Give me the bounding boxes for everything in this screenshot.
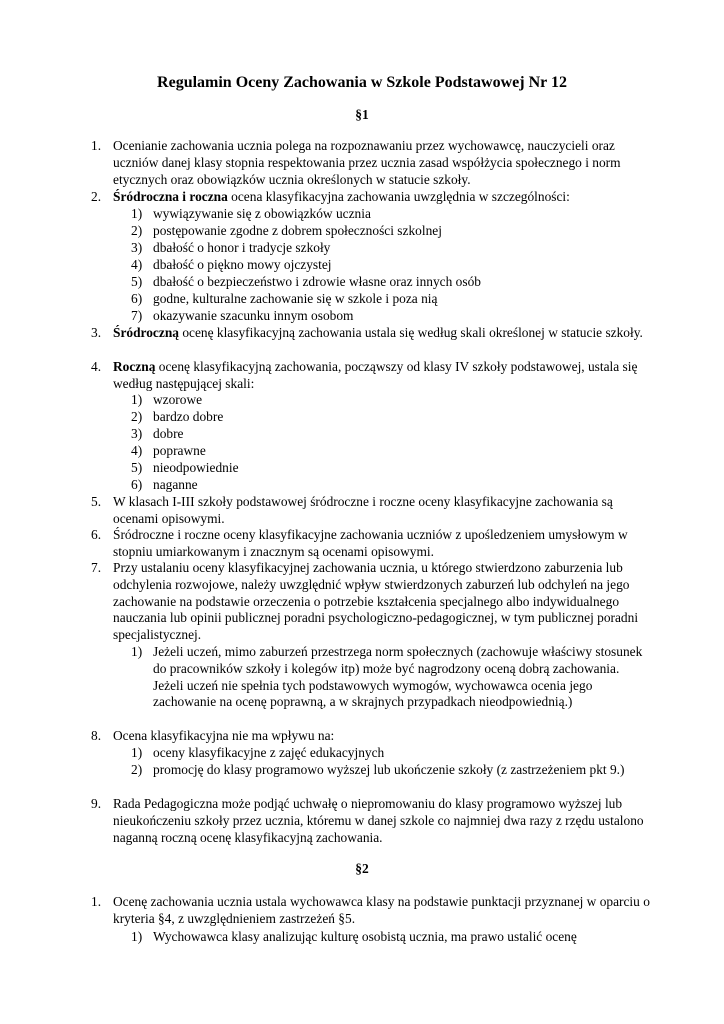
sub-item: 2) postępowanie zgodne z dobrem społeczności szkolnej [131, 223, 442, 238]
sub-item: 1) Wychowawca klasy analizując kulturę osobistą ucznia, ma prawo ustalić ocenę [131, 929, 577, 944]
sub-item: 2) promocję do klasy programowo wyższej lub ukończenie szkoły (z zastrzeżeniem pkt 9.) [131, 762, 625, 777]
sub-item: 4) poprawne [131, 443, 206, 458]
sub-item: 3) dbałość o honor i tradycje szkoły [131, 240, 331, 255]
sub-item: 6) naganne [131, 477, 198, 492]
list-item-7: 7. Przy ustalaniu oceny klasyfikacyjnej zachowania ucznia, u którego stwierdzono zaburzenia lub odchylenia rozwojowe, należy uwzględnić wpływ stwierdzonych zaburzeń lub odchyleń na jego zachowanie na podstawie orzeczenia o potrzebie kształcenia specjalnego albo indywidualnego nauczania lub opinii publicznej poradni psychologiczno-pedagogicznej, w tym publicznej poradni specjalistycznej. [91, 560, 639, 643]
sub-item: 5) nieodpowiednie [131, 460, 239, 475]
item-text: Ocenianie zachowania ucznia polega na rozpoznawaniu przez wychowawcę, nauczycieli oraz uczniów danej klasy stopnia respektowania przez ucznia zasad współżycia społecznego i norm etycznych oraz obowiązków ucznia określonych w statucie szkoły. [113, 138, 621, 187]
list-item-3: 3. Śródroczną ocenę klasyfikacyjną zachowania ustala się według skali określonej w statucie szkoły. [91, 325, 643, 340]
list-item-6: 6. Śródroczne i roczne oceny klasyfikacyjne zachowania uczniów z upośledzeniem umysłowym w stopniu umiarkowanym i znacznym są ocenami opisowymi. [91, 527, 628, 559]
list-item-2 [91, 189, 653, 206]
document-title: Regulamin Oceny Zachowania w Szkole Podstawowej Nr 12 [157, 74, 567, 91]
item-text: ocenę klasyfikacyjną zachowania ustala się według skali określonej w statucie szkoły. [178, 325, 643, 340]
section-heading-2: §2 [355, 861, 369, 876]
item-text: ocenę klasyfikacyjną zachowania, począwszy od klasy IV szkoły podstawowej, ustala się według następującej skali: [113, 359, 638, 391]
list-item-8: 8. Ocena klasyfikacyjna nie ma wpływu na: [91, 728, 335, 743]
list-item-s2-1: 1. Ocenę zachowania ucznia ustala wychowawca klasy na podstawie punktacji przyznanej w oparciu o kryteria §4, z uwzględnieniem zastrzeżeń §5. [91, 894, 650, 926]
sub-item: 5) dbałość o bezpieczeństwo i zdrowie własne oraz innych osób [131, 274, 481, 289]
list-item-4: 4. Roczną ocenę klasyfikacyjną zachowania, począwszy od klasy IV szkoły podstawowej, ustala się według następującej skali: [91, 359, 638, 391]
sub-item: 4) dbałość o piękno mowy ojczystej [131, 257, 332, 272]
sub-item: 1) wzorowe [131, 392, 203, 407]
sub-item: 1) wywiązywanie się z obowiązków ucznia [131, 206, 371, 221]
sub-item: 3) dobre [131, 426, 184, 441]
sub-item: 1) oceny klasyfikacyjne z zajęć edukacyjnych [131, 745, 385, 760]
item-text: ocena klasyfikacyjna zachowania uwzględnia w szczególności: [227, 189, 570, 204]
list-item-9: 9. Rada Pedagogiczna może podjąć uchwałę o niepromowaniu do klasy programowo wyższej lub nieukończeniu szkoły przez ucznia, któremu w danej szkole co najmniej dwa razy z rzędu ustalono naganną roczną ocenę klasyfikacyjną zachowania. [91, 796, 644, 845]
list-item-1 [91, 138, 653, 188]
item-bold-text: Śródroczna i roczna [113, 189, 228, 204]
item-bold-text: Roczną [113, 359, 156, 374]
section-heading-1: §1 [355, 107, 369, 122]
sub-item: 2) bardzo dobre [131, 409, 224, 424]
sub-item: 6) godne, kulturalne zachowanie się w szkole i poza nią [131, 291, 438, 306]
item-number: 2. [91, 189, 102, 204]
sub-item: 1) Jeżeli uczeń, mimo zaburzeń przestrzega norm społecznych (zachowuje właściwy stosunek do pracowników szkoły i kolegów itp) może być nagrodzony oceną dobrą zachowania. Jeżeli uczeń nie spełnia tych podstawowych wymogów, wychowawca ocenia jego zachowanie na ocenę poprawną, a w skrajnych przypadkach nieodpowiednią.) [131, 644, 643, 710]
list-item-5: 5. W klasach I-III szkoły podstawowej śródroczne i roczne oceny klasyfikacyjne zachowania są ocenami opisowymi. [91, 494, 613, 526]
item-number: 1. [91, 138, 102, 153]
item-bold-text: Śródroczną [113, 325, 179, 340]
sub-item: 7) okazywanie szacunku innym osobom [131, 308, 354, 323]
